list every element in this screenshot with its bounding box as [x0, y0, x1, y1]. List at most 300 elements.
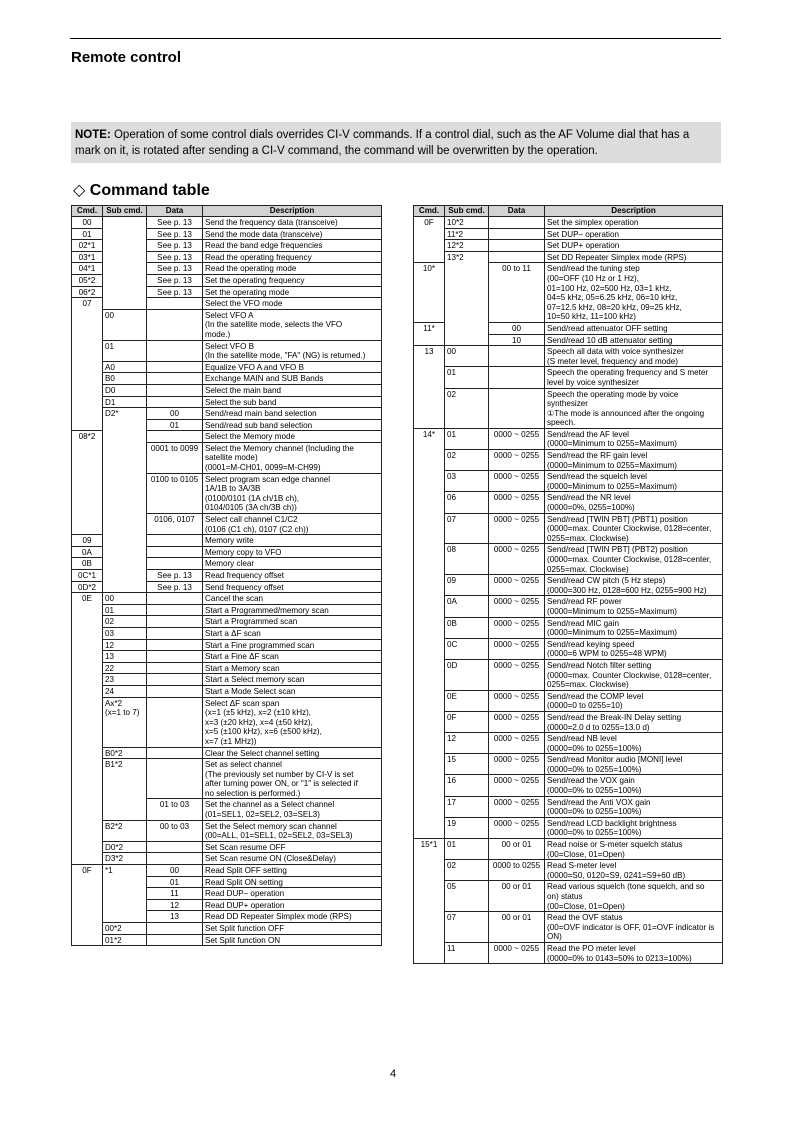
cmd-cell: [72, 309, 103, 340]
description-cell: Start a Fine programmed scan: [203, 639, 382, 651]
table-row: [72, 697, 382, 747]
subcmd-cell: [103, 888, 147, 900]
description-cell: Set as select channel (The previously set number by CI-V is set after turning power ON, or "1" is selected if no selection is performed.): [203, 759, 382, 799]
subcmd-cell: 07: [445, 513, 489, 544]
table-row: [414, 839, 723, 860]
cmd-cell: 01: [72, 228, 103, 240]
subcmd-cell: 0B: [445, 617, 489, 638]
data-cell: See p. 13: [147, 240, 203, 252]
cmd-cell: 0A: [72, 546, 103, 558]
table-row: [414, 775, 723, 796]
header-sub: Sub cmd.: [103, 206, 147, 217]
subcmd-cell: [103, 876, 147, 888]
table-row: [414, 367, 723, 388]
table-row: [72, 298, 382, 310]
cmd-cell: [72, 616, 103, 628]
cmd-cell: [414, 492, 445, 513]
table-row: [72, 442, 382, 473]
description-cell: Cancel the scan: [203, 593, 382, 605]
data-cell: 13: [147, 911, 203, 923]
data-cell: See p. 13: [147, 251, 203, 263]
data-cell: [489, 251, 545, 263]
description-cell: Read the PO meter level (0000=0% to 0143=50% to 0213=100%): [545, 942, 723, 963]
header-data: Data: [147, 206, 203, 217]
cmd-cell: 0E: [72, 593, 103, 605]
description-cell: Select the VFO mode: [203, 298, 382, 310]
subcmd-cell: [103, 286, 147, 298]
data-cell: [147, 934, 203, 946]
table-row: [72, 747, 382, 759]
table-row: [72, 535, 382, 547]
description-cell: Speech the operating mode by voice synthesizer ①The mode is announced after the ongoing speech.: [545, 388, 723, 428]
cmd-cell: [414, 450, 445, 471]
subcmd-cell: 06: [445, 492, 489, 513]
data-cell: 00: [489, 322, 545, 334]
subcmd-cell: 0D: [445, 659, 489, 690]
description-cell: Memory clear: [203, 558, 382, 570]
description-cell: Send/read main band selection: [203, 408, 382, 420]
data-cell: [147, 853, 203, 865]
cmd-cell: [72, 759, 103, 799]
cmd-cell: 0F: [72, 865, 103, 877]
header-desc: Description: [203, 206, 382, 217]
cmd-cell: [72, 473, 103, 513]
table-row: [414, 346, 723, 367]
subcmd-cell: 01: [445, 367, 489, 388]
table-row: [72, 593, 382, 605]
cmd-cell: [72, 627, 103, 639]
cmd-cell: [72, 911, 103, 923]
subcmd-cell: [103, 263, 147, 275]
cmd-cell: [72, 820, 103, 841]
table-row: [72, 604, 382, 616]
description-cell: Send/read [TWIN PBT] (PBT1) position (0000=max. Counter Clockwise, 0128=center, 0255=max. Clockwise): [545, 513, 723, 544]
cmd-cell: 11*: [414, 322, 445, 334]
table-row: [414, 240, 723, 252]
table-row: [72, 361, 382, 373]
description-cell: Send/read the RF gain level (0000=Minimum to 0255=Maximum): [545, 450, 723, 471]
header-rule: [70, 38, 721, 39]
cmd-cell: [72, 396, 103, 408]
data-cell: [147, 639, 203, 651]
subcmd-cell: [103, 535, 147, 547]
cmd-cell: [72, 419, 103, 431]
table-row: [414, 450, 723, 471]
table-row: [72, 934, 382, 946]
data-cell: 0000 ~ 0255: [489, 428, 545, 449]
data-cell: 0000 ~ 0255: [489, 471, 545, 492]
table-row: [414, 711, 723, 732]
data-cell: [489, 388, 545, 428]
data-cell: [489, 240, 545, 252]
data-cell: 0000 ~ 0255: [489, 450, 545, 471]
table-row: [72, 865, 382, 877]
subcmd-cell: B0*2: [103, 747, 147, 759]
data-cell: 0001 to 0099: [147, 442, 203, 473]
description-cell: Send/read [TWIN PBT] (PBT2) position (0000=max. Counter Clockwise, 0128=center, 0255=max. Clockwise): [545, 544, 723, 575]
description-cell: Send the frequency data (transceive): [203, 217, 382, 229]
description-cell: Set the operating frequency: [203, 274, 382, 286]
table-row: [414, 942, 723, 963]
cmd-cell: [414, 471, 445, 492]
data-cell: [147, 674, 203, 686]
subcmd-cell: 0A: [445, 596, 489, 617]
cmd-cell: [414, 575, 445, 596]
subcmd-cell: 22: [103, 662, 147, 674]
description-cell: Set the simplex operation: [545, 217, 723, 229]
data-cell: See p. 13: [147, 228, 203, 240]
command-table-right: [413, 205, 723, 964]
table-row: [414, 912, 723, 943]
cmd-cell: [414, 690, 445, 711]
table-row: [414, 617, 723, 638]
cmd-cell: [414, 513, 445, 544]
subcmd-cell: 12*2: [445, 240, 489, 252]
cmd-cell: [72, 888, 103, 900]
subcmd-cell: [103, 419, 147, 431]
data-cell: [147, 651, 203, 663]
cmd-cell: 0D*2: [72, 581, 103, 593]
data-cell: [147, 662, 203, 674]
table-row: [414, 322, 723, 334]
cmd-cell: [414, 659, 445, 690]
cmd-cell: 0C*1: [72, 570, 103, 582]
description-cell: Set the channel as a Select channel (01=SEL1, 02=SEL2, 03=SEL3): [203, 799, 382, 820]
description-cell: Start a Programmed/memory scan: [203, 604, 382, 616]
description-cell: Select call channel C1/C2 (0106 (C1 ch), 0107 (C2 ch)): [203, 514, 382, 535]
subcmd-cell: [445, 263, 489, 323]
cmd-cell: [414, 251, 445, 263]
subcmd-cell: [103, 899, 147, 911]
subcmd-cell: 15: [445, 754, 489, 775]
table-row: [414, 251, 723, 263]
subcmd-cell: A0: [103, 361, 147, 373]
subcmd-cell: 02: [445, 388, 489, 428]
subcmd-cell: [103, 240, 147, 252]
description-cell: Select program scan edge channel 1A/1B to 3A/3B (0100/0101 (1A ch/1B ch), 0104/0105 (3A ch/3B ch)): [203, 473, 382, 513]
table-row: [72, 340, 382, 361]
data-cell: 0000 ~ 0255: [489, 817, 545, 838]
cmd-cell: [72, 923, 103, 935]
description-cell: Start a Programmed scan: [203, 616, 382, 628]
data-cell: 00 to 11: [489, 263, 545, 323]
data-cell: 0000 ~ 0255: [489, 733, 545, 754]
table-row: [414, 263, 723, 323]
subcmd-cell: 01*2: [103, 934, 147, 946]
table-row: [72, 373, 382, 385]
description-cell: Send/read the Anti VOX gain (0000=0% to 0255=100%): [545, 796, 723, 817]
cmd-cell: [414, 596, 445, 617]
subcmd-cell: D1: [103, 396, 147, 408]
subcmd-cell: 12: [445, 733, 489, 754]
cmd-cell: 00: [72, 217, 103, 229]
table-row: [72, 651, 382, 663]
cmd-cell: [414, 388, 445, 428]
data-cell: [147, 298, 203, 310]
subcmd-cell: *1: [103, 865, 147, 877]
cmd-cell: [414, 228, 445, 240]
subcmd-cell: 12: [103, 639, 147, 651]
data-cell: See p. 13: [147, 581, 203, 593]
table-row: [72, 876, 382, 888]
subcmd-cell: 17: [445, 796, 489, 817]
table-row: [72, 228, 382, 240]
description-cell: Send/read Monitor audio [MONI] level (0000=0% to 0255=100%): [545, 754, 723, 775]
cmd-cell: 07: [72, 298, 103, 310]
subcmd-cell: 01: [445, 839, 489, 860]
description-cell: Send/read NB level (0000=0% to 0255=100%): [545, 733, 723, 754]
cmd-cell: 0B: [72, 558, 103, 570]
table-row: [414, 388, 723, 428]
data-cell: 0000 ~ 0255: [489, 638, 545, 659]
data-cell: 0000 ~ 0255: [489, 596, 545, 617]
table-row: [72, 251, 382, 263]
cmd-cell: 13: [414, 346, 445, 367]
data-cell: [489, 367, 545, 388]
data-cell: See p. 13: [147, 274, 203, 286]
description-cell: Send/read the Break-IN Delay setting (0000=2.0 d to 0255=13.0 d): [545, 711, 723, 732]
description-cell: Set DUP+ operation: [545, 240, 723, 252]
subcmd-cell: 02: [445, 450, 489, 471]
subcmd-cell: [103, 298, 147, 310]
subcmd-cell: [103, 431, 147, 443]
cmd-cell: 02*1: [72, 240, 103, 252]
table-row: [72, 759, 382, 799]
table-row: [72, 263, 382, 275]
description-cell: Speech the operating frequency and S meter level by voice synthesizer: [545, 367, 723, 388]
note-box: [71, 122, 721, 163]
subcmd-cell: [103, 558, 147, 570]
data-cell: [147, 759, 203, 799]
header-sub: Sub cmd.: [445, 206, 489, 217]
description-cell: Select the main band: [203, 384, 382, 396]
description-cell: Read the operating frequency: [203, 251, 382, 263]
table-row: [414, 796, 723, 817]
data-cell: [147, 546, 203, 558]
data-cell: [147, 627, 203, 639]
subcmd-cell: D0: [103, 384, 147, 396]
cmd-cell: [414, 638, 445, 659]
cmd-cell: 09: [72, 535, 103, 547]
description-cell: Start a Fine ΔF scan: [203, 651, 382, 663]
table-row: [414, 690, 723, 711]
cmd-cell: [414, 733, 445, 754]
cmd-cell: [414, 544, 445, 575]
cmd-cell: [72, 685, 103, 697]
table-row: [414, 428, 723, 449]
data-cell: 0000 ~ 0255: [489, 544, 545, 575]
subcmd-cell: 0C: [445, 638, 489, 659]
cmd-cell: [72, 662, 103, 674]
table-row: [72, 888, 382, 900]
data-cell: 0000 ~ 0255: [489, 690, 545, 711]
table-row: [72, 685, 382, 697]
description-cell: Equalize VFO A and VFO B: [203, 361, 382, 373]
data-cell: [147, 841, 203, 853]
description-cell: Read DUP– operation: [203, 888, 382, 900]
cmd-cell: [414, 775, 445, 796]
description-cell: Set the Select memory scan channel (00=ALL, 01=SEL1, 02=SEL2, 03=SEL3): [203, 820, 382, 841]
subcmd-cell: D0*2: [103, 841, 147, 853]
subcmd-cell: 00: [103, 309, 147, 340]
description-cell: Read Split ON setting: [203, 876, 382, 888]
description-cell: Select the Memory mode: [203, 431, 382, 443]
cmd-cell: [414, 881, 445, 912]
table-row: [72, 514, 382, 535]
data-cell: [147, 616, 203, 628]
table-row: [414, 881, 723, 912]
table-row: [72, 627, 382, 639]
table-row: [72, 570, 382, 582]
description-cell: Start a Select memory scan: [203, 674, 382, 686]
cmd-cell: [72, 799, 103, 820]
data-cell: [147, 558, 203, 570]
subcmd-cell: 00: [103, 593, 147, 605]
cmd-cell: [72, 899, 103, 911]
subcmd-cell: [103, 514, 147, 535]
cmd-cell: [414, 240, 445, 252]
data-cell: [147, 431, 203, 443]
table-row: [72, 674, 382, 686]
description-cell: Read the OVF status (00=OVF indicator is OFF, 01=OVF indicator is ON): [545, 912, 723, 943]
subcmd-cell: [103, 217, 147, 229]
table-row: [72, 853, 382, 865]
description-cell: Send/read sub band selection: [203, 419, 382, 431]
cmd-cell: [72, 841, 103, 853]
subcmd-cell: 02: [445, 860, 489, 881]
subcmd-cell: 10*2: [445, 217, 489, 229]
data-cell: 0000 ~ 0255: [489, 492, 545, 513]
table-row: [414, 817, 723, 838]
table-header-row: [414, 206, 723, 217]
description-cell: Send/read CW pitch (5 Hz steps) (0000=300 Hz, 0128=600 Hz, 0255=900 Hz): [545, 575, 723, 596]
data-cell: 10: [489, 334, 545, 346]
data-cell: 00 or 01: [489, 839, 545, 860]
table-row: [72, 662, 382, 674]
subcmd-cell: 0E: [445, 690, 489, 711]
subcmd-cell: B1*2: [103, 759, 147, 799]
cmd-cell: 0F: [414, 217, 445, 229]
data-cell: [147, 396, 203, 408]
header-cmd: Cmd.: [414, 206, 445, 217]
note-label: NOTE:: [75, 129, 111, 141]
subcmd-cell: [103, 274, 147, 286]
cmd-cell: [72, 408, 103, 420]
cmd-cell: 10*: [414, 263, 445, 323]
description-cell: Read the operating mode: [203, 263, 382, 275]
subcmd-cell: 02: [103, 616, 147, 628]
description-cell: Send/read attenuator OFF setting: [545, 322, 723, 334]
page-title: Remote control: [71, 49, 182, 66]
cmd-cell: [72, 361, 103, 373]
data-cell: 0000 ~ 0255: [489, 754, 545, 775]
cmd-cell: 08*2: [72, 431, 103, 443]
subcmd-cell: 19: [445, 817, 489, 838]
data-cell: [147, 685, 203, 697]
data-cell: [147, 593, 203, 605]
cmd-cell: [72, 373, 103, 385]
table-row: [72, 581, 382, 593]
table-row: [414, 575, 723, 596]
data-cell: [489, 228, 545, 240]
cmd-cell: [72, 876, 103, 888]
cmd-cell: [72, 442, 103, 473]
subcmd-cell: 08: [445, 544, 489, 575]
data-cell: 0000 ~ 0255: [489, 775, 545, 796]
data-cell: [489, 217, 545, 229]
subcmd-cell: D2*: [103, 408, 147, 420]
cmd-cell: 15*1: [414, 839, 445, 860]
table-row: [414, 638, 723, 659]
data-cell: 00: [147, 408, 203, 420]
description-cell: Read DD Repeater Simplex mode (RPS): [203, 911, 382, 923]
description-cell: Send frequency offset: [203, 581, 382, 593]
data-cell: 0000 ~ 0255: [489, 942, 545, 963]
table-row: [72, 799, 382, 820]
table-row: [414, 596, 723, 617]
description-cell: Set Scan resume ON (Close&Delay): [203, 853, 382, 865]
table-row: [414, 513, 723, 544]
description-cell: Memory write: [203, 535, 382, 547]
description-cell: Set the operating mode: [203, 286, 382, 298]
data-cell: [489, 346, 545, 367]
subcmd-cell: 11*2: [445, 228, 489, 240]
description-cell: Set Scan resume OFF: [203, 841, 382, 853]
section-heading: [73, 180, 210, 200]
table-row: [72, 309, 382, 340]
description-cell: Send/read keying speed (0000=6 WPM to 0255=48 WPM): [545, 638, 723, 659]
table-row: [414, 217, 723, 229]
data-cell: 0000 ~ 0255: [489, 575, 545, 596]
subcmd-cell: 07: [445, 912, 489, 943]
subcmd-cell: [103, 570, 147, 582]
data-cell: See p. 13: [147, 570, 203, 582]
cmd-cell: [72, 747, 103, 759]
subcmd-cell: [103, 228, 147, 240]
data-cell: [147, 384, 203, 396]
cmd-cell: [414, 334, 445, 346]
description-cell: Read noise or S-meter squelch status (00=Close, 01=Open): [545, 839, 723, 860]
table-row: [414, 754, 723, 775]
table-row: [72, 419, 382, 431]
subcmd-cell: 16: [445, 775, 489, 796]
data-cell: 0000 ~ 0255: [489, 513, 545, 544]
cmd-cell: [72, 604, 103, 616]
page-number: 4: [390, 1068, 397, 1080]
data-cell: [147, 309, 203, 340]
cmd-cell: [414, 796, 445, 817]
description-cell: Clear the Select channel setting: [203, 747, 382, 759]
table-row: [72, 841, 382, 853]
subcmd-cell: 23: [103, 674, 147, 686]
description-cell: Select the sub band: [203, 396, 382, 408]
description-cell: Send/read the squelch level (0000=Minimum to 0255=Maximum): [545, 471, 723, 492]
subcmd-cell: 01: [445, 428, 489, 449]
data-cell: [147, 340, 203, 361]
description-cell: Start a Memory scan: [203, 662, 382, 674]
description-cell: Send/read the AF level (0000=Minimum to 0255=Maximum): [545, 428, 723, 449]
description-cell: Set DUP– operation: [545, 228, 723, 240]
cmd-cell: [72, 853, 103, 865]
subcmd-cell: [103, 799, 147, 820]
cmd-cell: [72, 340, 103, 361]
cmd-cell: [414, 711, 445, 732]
subcmd-cell: 01: [103, 340, 147, 361]
subcmd-cell: 11: [445, 942, 489, 963]
table-row: [72, 217, 382, 229]
description-cell: Send/read RF power (0000=Minimum to 0255=Maximum): [545, 596, 723, 617]
description-cell: Send/read 10 dB attenuator setting: [545, 334, 723, 346]
